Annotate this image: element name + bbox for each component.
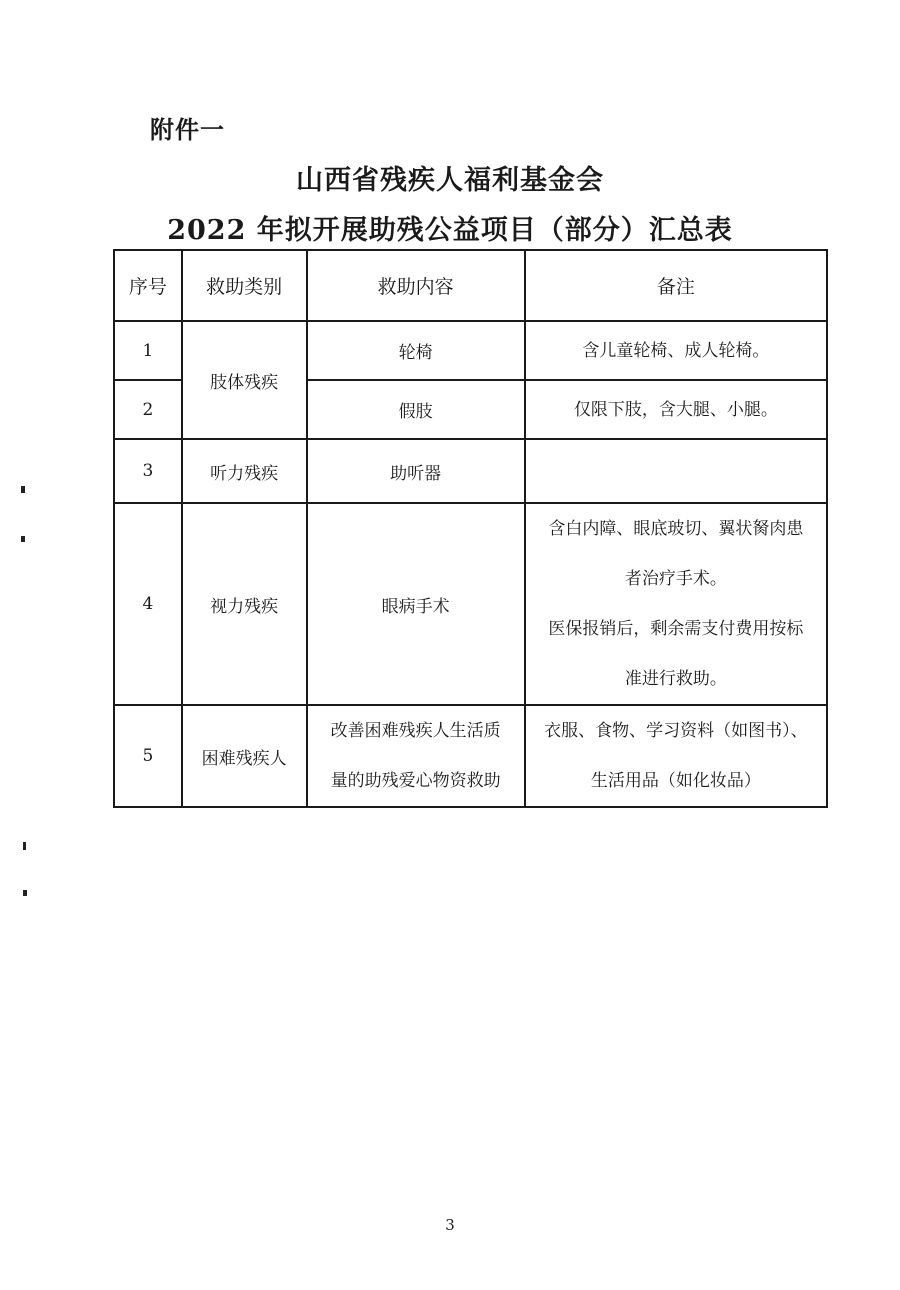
- note-line: 含白内障、眼底玻切、翼状胬肉患: [548, 519, 804, 539]
- cell-note: [525, 503, 827, 705]
- note-line: 者治疗手术。: [624, 569, 727, 589]
- document-title-line1: 山西省残疾人福利基金会: [296, 165, 604, 196]
- cell-content: 轮椅: [307, 321, 525, 380]
- scan-mark: [21, 486, 25, 493]
- cell-note: [525, 439, 827, 503]
- cell-category: 视力残疾: [182, 503, 307, 705]
- header-content: 救助内容: [307, 250, 525, 321]
- cell-no: 4: [114, 503, 182, 705]
- header-no: 序号: [114, 250, 182, 321]
- cell-note: 含儿童轮椅、成人轮椅。: [525, 321, 827, 380]
- cell-note: 仅限下肢，含大腿、小腿。: [525, 380, 827, 439]
- table-row: [114, 321, 827, 380]
- note-line: 医保报销后，剩余需支付费用按标: [548, 619, 804, 639]
- cell-content: 助听器: [307, 439, 525, 503]
- header-note: 备注: [525, 250, 827, 321]
- cell-no: 2: [114, 380, 182, 439]
- content-line: 改善困难残疾人生活质: [330, 721, 501, 741]
- table-row: [114, 705, 827, 807]
- header-category: 救助类别: [182, 250, 307, 321]
- cell-category: 肢体残疾: [182, 321, 307, 439]
- cell-no: 5: [114, 705, 182, 807]
- cell-content: 眼病手术: [307, 503, 525, 705]
- cell-no: 3: [114, 439, 182, 503]
- note-line: 生活用品（如化妆品）: [590, 771, 761, 791]
- content-line: 量的助残爱心物资救助: [330, 771, 501, 791]
- scan-mark: [23, 890, 27, 896]
- cell-category: 听力残疾: [182, 439, 307, 503]
- cell-note: [525, 705, 827, 807]
- table-header-row: [114, 250, 827, 321]
- cell-no: 1: [114, 321, 182, 380]
- cell-content: [307, 705, 525, 807]
- attachment-label: 附件一: [150, 116, 225, 144]
- cell-category: 困难残疾人: [182, 705, 307, 807]
- table-row: [114, 503, 827, 705]
- note-line: 衣服、食物、学习资料（如图书）、: [544, 721, 808, 741]
- document-title-line2: 2022 年拟开展助残公益项目（部分）汇总表: [167, 215, 733, 246]
- scan-mark: [21, 536, 25, 542]
- table-row: [114, 439, 827, 503]
- cell-content: 假肢: [307, 380, 525, 439]
- note-line: 准进行救助。: [624, 669, 727, 689]
- scan-mark: [23, 842, 26, 850]
- page-number: 3: [445, 1216, 455, 1234]
- summary-table: [113, 249, 828, 808]
